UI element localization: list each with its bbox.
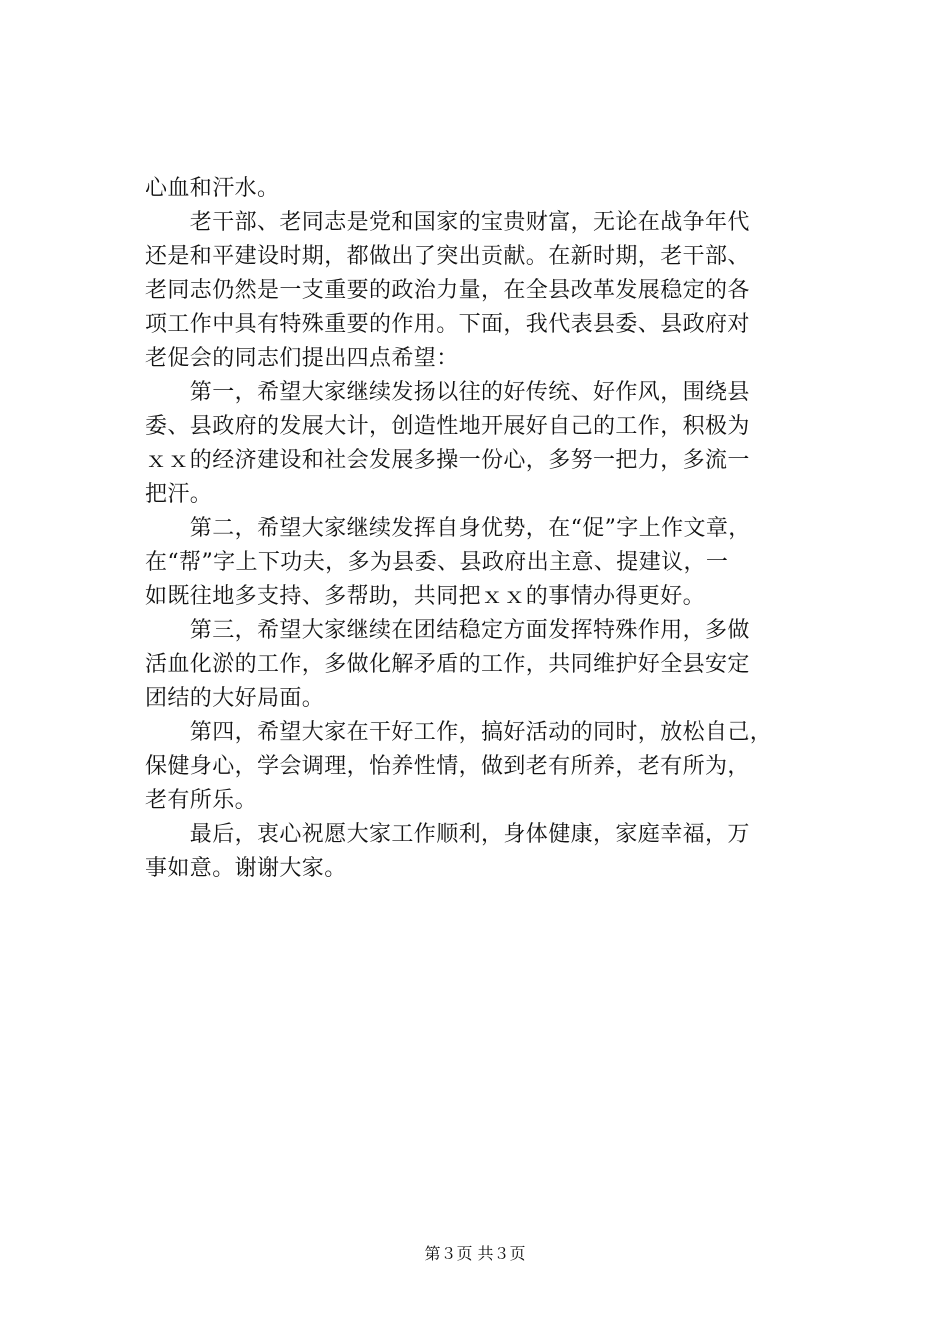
text-line: 老有所乐。 [145, 788, 258, 813]
text-line: 最后，衷心祝愿大家工作顺利，身体健康，家庭幸福，万 [145, 822, 750, 847]
text-line: 保健身心，学会调理，怡养性情，做到老有所养，老有所为， [145, 754, 750, 779]
text-line: 老促会的同志们提出四点希望： [145, 346, 459, 371]
page-footer: 第３页 共３页 [424, 1244, 526, 1263]
text-line: 第一，希望大家继续发扬以往的好传统、好作风，围绕县 [145, 380, 750, 405]
text-line: 第四，希望大家在干好工作，搞好活动的同时，放松自己， [145, 720, 773, 745]
text-line: 团结的大好局面。 [145, 686, 325, 711]
text-line: 如既往地多支持、多帮助，共同把ｘｘ的事情办得更好。 [145, 584, 706, 609]
text-line: 第二，希望大家继续发挥自身优势，在“促”字上作文章， [145, 516, 751, 541]
text-line: 委、县政府的发展大计，创造性地开展好自己的工作，积极为 [145, 414, 750, 439]
document-body [145, 172, 815, 886]
text-line: 活血化淤的工作，多做化解矛盾的工作，共同维护好全县安定 [145, 652, 750, 677]
text-line: 还是和平建设时期，都做出了突出贡献。在新时期，老干部、 [145, 244, 750, 269]
text-line: 把汗。 [145, 482, 213, 507]
text-line: ｘｘ的经济建设和社会发展多操一份心，多努一把力，多流一 [145, 448, 750, 473]
text-line: 老同志仍然是一支重要的政治力量，在全县改革发展稳定的各 [145, 278, 750, 303]
text-line: 在“帮”字上下功夫，多为县委、县政府出主意、提建议，一 [145, 550, 729, 575]
text-line: 心血和汗水。 [145, 176, 280, 201]
text-line: 项工作中具有特殊重要的作用。下面，我代表县委、县政府对 [145, 312, 750, 337]
text-line: 第三，希望大家继续在团结稳定方面发挥特殊作用，多做 [145, 618, 750, 643]
text-line: 事如意。谢谢大家。 [145, 856, 347, 881]
text-line: 老干部、老同志是党和国家的宝贵财富，无论在战争年代 [145, 210, 750, 235]
